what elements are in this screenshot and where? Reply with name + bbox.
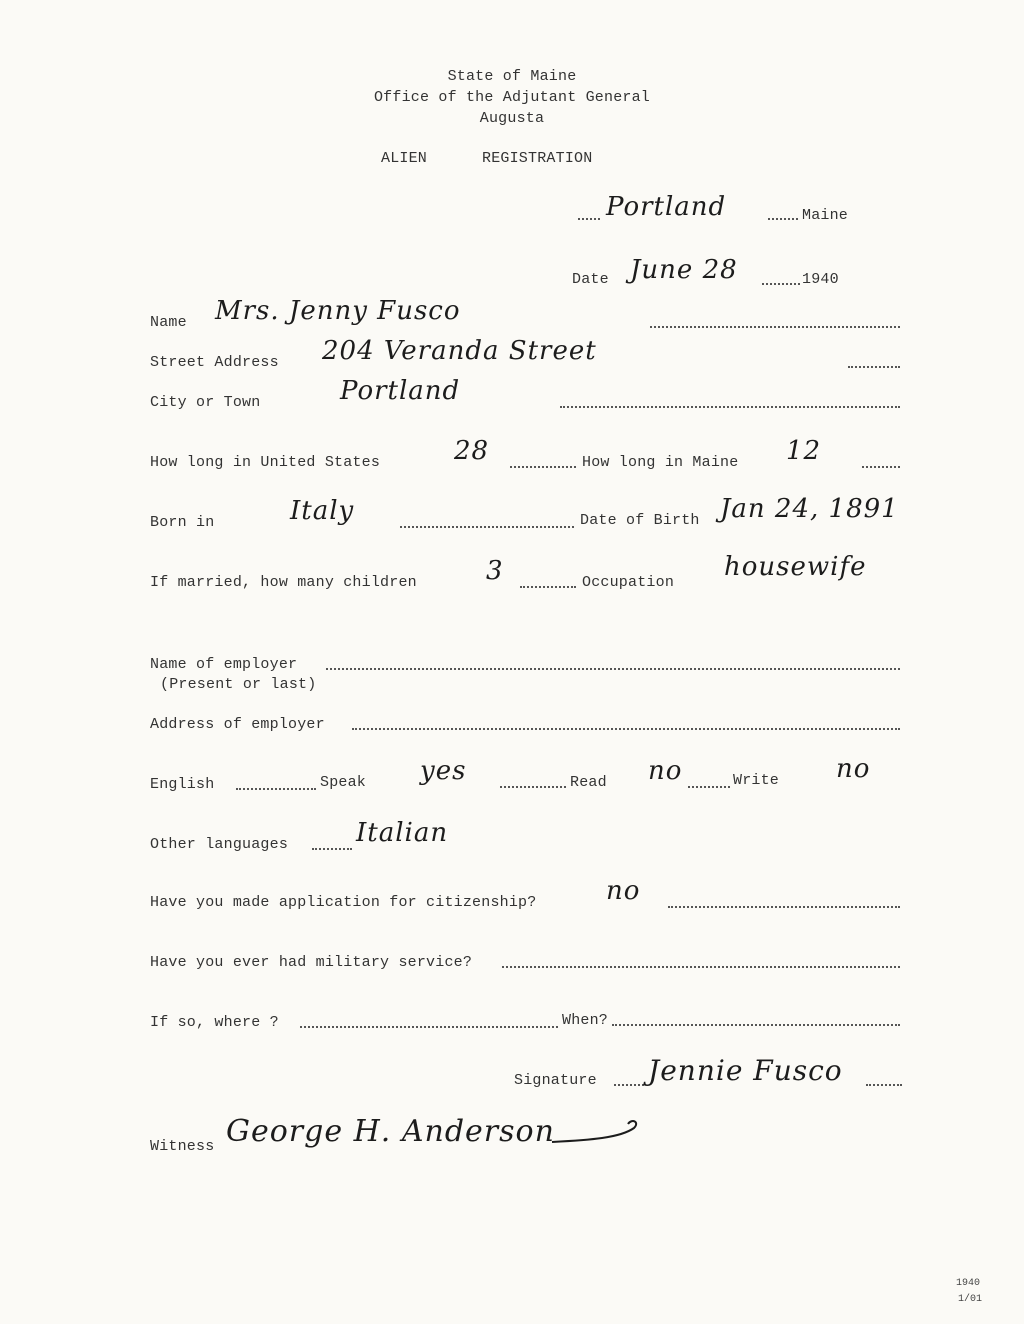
maine-years-value: 12 — [786, 436, 822, 466]
employer-address-label: Address of employer — [150, 716, 325, 733]
born-in-label: Born in — [150, 514, 215, 531]
witness-label: Witness — [150, 1138, 215, 1155]
witness-value: George H. Anderson — [226, 1114, 555, 1149]
place-state: Maine — [802, 207, 849, 224]
header-office: Office of the Adjutant General — [373, 89, 651, 106]
english-label: English — [150, 776, 215, 793]
where-label: If so, where ? — [150, 1014, 279, 1031]
signature-label: Signature — [514, 1072, 597, 1089]
employer-label: Name of employer — [150, 656, 298, 673]
us-years-label: How long in United States — [150, 454, 381, 471]
other-languages-label: Other languages — [150, 836, 289, 853]
signature-value: Jennie Fusco — [648, 1054, 843, 1087]
born-in-value: Italy — [290, 496, 355, 526]
other-languages-value: Italian — [356, 818, 449, 848]
us-years-value: 28 — [454, 436, 490, 466]
street-value: 204 Veranda Street — [322, 336, 597, 366]
date-value: June 28 — [630, 255, 738, 285]
speak-value: yes — [420, 756, 467, 786]
corner-note-2: 1/01 — [958, 1294, 983, 1305]
children-label: If married, how many children — [150, 574, 417, 591]
title-registration: REGISTRATION — [482, 150, 593, 167]
dob-label: Date of Birth — [580, 512, 700, 529]
street-label: Street Address — [150, 354, 279, 371]
military-label: Have you ever had military service? — [150, 954, 473, 971]
place-value: Portland — [606, 192, 727, 222]
occupation-label: Occupation — [582, 574, 675, 591]
city-value: Portland — [340, 376, 461, 406]
header-state: State of Maine — [447, 68, 577, 85]
speak-label: Speak — [320, 774, 367, 791]
write-value: no — [836, 754, 871, 784]
citizenship-value: no — [606, 876, 641, 906]
city-label: City or Town — [150, 394, 261, 411]
header-city: Augusta — [479, 110, 545, 127]
date-label: Date — [572, 271, 609, 288]
corner-note-1: 1940 — [956, 1278, 981, 1289]
occupation-value: housewife — [724, 552, 867, 582]
name-value: Mrs. Jenny Fusco — [215, 296, 461, 326]
dob-value: Jan 24, 1891 — [720, 494, 899, 524]
employer-sublabel: (Present or last) — [160, 676, 317, 693]
name-label: Name — [150, 314, 187, 331]
when-label: When? — [562, 1012, 609, 1029]
read-value: no — [648, 756, 683, 786]
title-alien: ALIEN — [381, 150, 428, 167]
date-year: 1940 — [802, 271, 839, 288]
citizenship-label: Have you made application for citizenship? — [150, 894, 537, 911]
maine-years-label: How long in Maine — [582, 454, 739, 471]
write-label: Write — [733, 772, 780, 789]
read-label: Read — [570, 774, 607, 791]
children-value: 3 — [486, 556, 504, 586]
